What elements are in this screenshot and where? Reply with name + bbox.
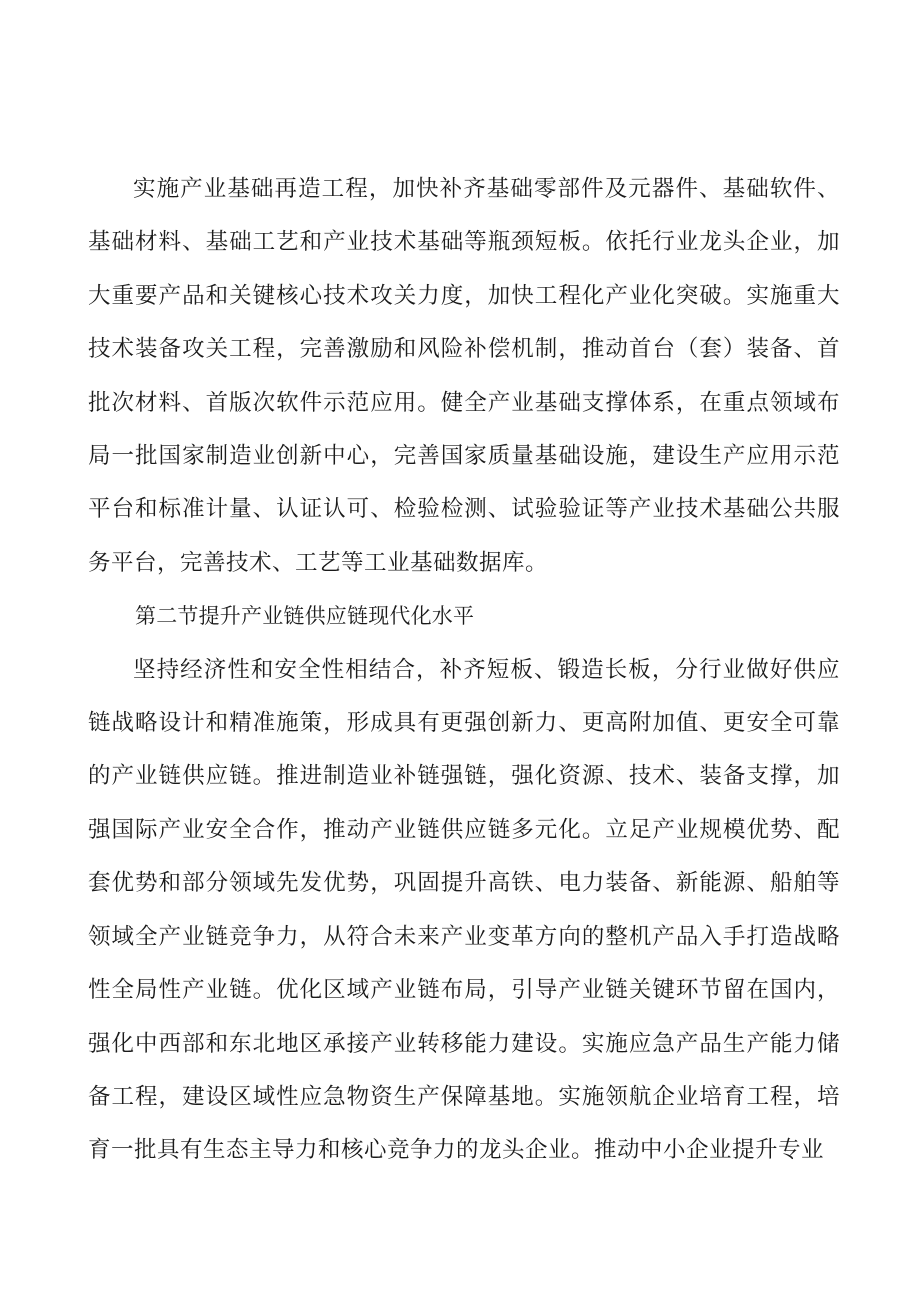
document-body <box>88 163 840 1178</box>
body-paragraph-supply-chain: 坚持经济性和安全性相结合，补齐短板、锻造长板，分行业做好供应链战略设计和精准施策，形成具有更强创新力、更高附加值、更安全可靠的产业链供应链。推进制造业补链强链，强化资源、技术、装备支撑，加强国际产业安全合作，推动产业链供应链多元化。立足产业规模优势、配套优势和部分领域先发优势，巩固提升高铁、电力装备、新能源、船舶等领域全产业链竞争力，从符合未来产业变革方向的整机产品入手打造战略性全局性产业链。优化区域产业链布局，引导产业链关键环节留在国内，强化中西部和东北地区承接产业转移能力建设。实施应急产品生产能力储备工程，建设区域性应急物资生产保障基地。实施领航企业培育工程，培育一批具有生态主导力和核心竞争力的龙头企业。推动中小企业提升专业 <box>88 656 840 1164</box>
section-heading: 第二节提升产业链供应链现代化水平 <box>135 604 475 629</box>
body-paragraph-infrastructure: 实施产业基础再造工程，加快补齐基础零部件及元器件、基础软件、基础材料、基础工艺和产业技术基础等瓶颈短板。依托行业龙头企业，加大重要产品和关键核心技术攻关力度，加快工程化产业化突破。实施重大技术装备攻关工程，完善激励和风险补偿机制，推动首台（套）装备、首批次材料、首版次软件示范应用。健全产业基础支撑体系，在重点领域布局一批国家制造业创新中心，完善国家质量基础设施，建设生产应用示范平台和标准计量、认证认可、检验检测、试验验证等产业技术基础公共服务平台，完善技术、工艺等工业基础数据库。 <box>88 176 840 576</box>
